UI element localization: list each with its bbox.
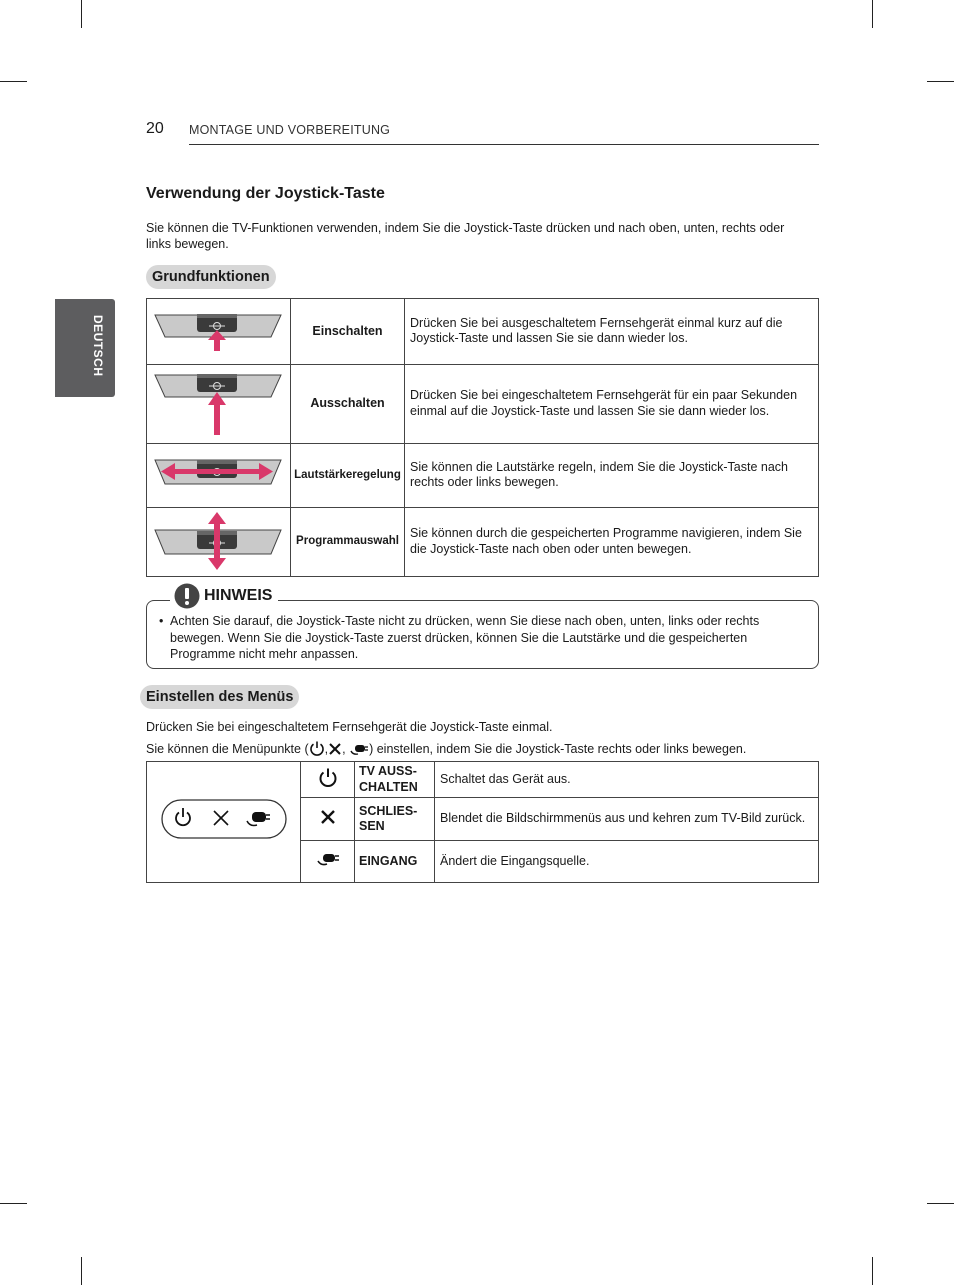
crop-mark xyxy=(81,0,82,28)
row-description: Blendet die Bildschirmmenüs aus und kehren zum TV-Bild zurück. xyxy=(435,798,819,841)
row-description: Sie können durch die gespeicherten Programme navigieren, indem Sie die Joystick-Taste nach oben oder unten bewegen. xyxy=(405,507,819,577)
side-tab-label: DEUTSCH xyxy=(91,315,105,377)
label-line: TV AUSS- xyxy=(359,764,417,778)
note-heading: HINWEIS xyxy=(204,587,273,604)
label-line: SEN xyxy=(359,819,385,833)
menu-table xyxy=(146,761,819,883)
note-header xyxy=(170,583,278,609)
menu-paragraph-2 xyxy=(146,740,846,757)
table-row xyxy=(147,507,819,577)
basic-functions-heading: Grundfunktionen xyxy=(146,265,276,289)
input-icon xyxy=(316,851,340,867)
close-icon xyxy=(328,742,342,756)
input-icon xyxy=(349,742,369,756)
intro-paragraph: Sie können die TV-Funktionen verwenden, indem Sie die Joystick-Taste drücken und nach oben, unten, rechts oder links bewegen. xyxy=(146,221,785,251)
table-row xyxy=(147,444,819,508)
joystick-press-illustration xyxy=(147,299,291,365)
separator: , xyxy=(324,742,329,756)
table-row xyxy=(147,299,819,365)
crop-mark xyxy=(0,1203,27,1204)
row-description: Sie können die Lautstärke regeln, indem Sie die Joystick-Taste nach rechts oder links bewegen. xyxy=(405,444,819,508)
note-text: Achten Sie darauf, die Joystick-Taste nicht zu drücken, wenn Sie diese nach oben, unten, links oder rechts bewegen. Wenn Sie die Joystick-Taste zuerst drücken, können Sie die Lautstärke und die gespeicherten Programme nicht mehr anpassen. xyxy=(170,614,760,661)
basic-functions-table xyxy=(146,298,819,577)
table-row xyxy=(147,762,819,798)
row-description: Ändert die Eingangsquelle. xyxy=(435,841,819,883)
menu-illustration xyxy=(147,762,301,883)
joystick-long-press-illustration xyxy=(147,364,291,444)
menu-label-tv-off xyxy=(355,762,435,798)
label-line: SCHLIES- xyxy=(359,803,418,818)
joystick-left-right-illustration xyxy=(147,444,291,508)
crop-mark xyxy=(81,1257,82,1285)
power-icon xyxy=(318,767,338,787)
row-label-channel: Programmauswahl xyxy=(291,507,405,577)
label-line: CHALTEN xyxy=(359,779,418,794)
header-rule xyxy=(189,144,819,145)
bullet: • xyxy=(159,614,164,628)
separator: , xyxy=(342,742,346,756)
close-icon-cell xyxy=(301,798,355,841)
row-label-power-on: Einschalten xyxy=(291,299,405,365)
row-description: Drücken Sie bei eingeschaltetem Fernsehgerät für ein paar Sekunden einmal auf die Joystick-Taste und lassen Sie sie dann wieder los. xyxy=(405,364,819,444)
crop-mark xyxy=(872,0,873,28)
power-icon-cell xyxy=(301,762,355,798)
joystick-up-down-illustration xyxy=(147,507,291,577)
menu-text-after: ) einstellen, indem Sie die Joystick-Taste rechts oder links bewegen. xyxy=(369,742,747,756)
power-icon xyxy=(309,740,325,756)
menu-settings-heading: Einstellen des Menüs xyxy=(140,685,299,709)
row-description: Schaltet das Gerät aus. xyxy=(435,762,819,798)
crop-mark xyxy=(872,1257,873,1285)
table-row xyxy=(147,364,819,444)
menu-label-close xyxy=(355,798,435,841)
crop-mark xyxy=(927,1203,954,1204)
section-title: Verwendung der Joystick-Taste xyxy=(146,185,385,202)
crop-mark xyxy=(0,81,27,82)
row-label-power-off: Ausschalten xyxy=(291,364,405,444)
warning-icon xyxy=(174,583,200,609)
row-description: Drücken Sie bei ausgeschaltetem Fernsehgerät einmal kurz auf die Joystick-Taste und lassen Sie sie dann wieder los. xyxy=(405,299,819,365)
menu-text-before: Sie können die Menüpunkte ( xyxy=(146,742,309,756)
joystick-menu-panel xyxy=(159,797,289,843)
label-line: EINGANG xyxy=(359,853,418,868)
page-number: 20 xyxy=(146,120,164,137)
menu-label-input xyxy=(355,841,435,883)
row-label-volume: Lautstärkeregelung xyxy=(291,444,405,508)
note-content xyxy=(159,613,809,663)
running-head: MONTAGE UND VORBEREITUNG xyxy=(189,123,391,137)
language-side-tab-text-wrap xyxy=(55,299,115,397)
menu-paragraph-1: Drücken Sie bei eingeschaltetem Fernsehgerät die Joystick-Taste einmal. xyxy=(146,720,553,734)
close-icon xyxy=(319,808,337,826)
crop-mark xyxy=(927,81,954,82)
input-icon-cell xyxy=(301,841,355,883)
